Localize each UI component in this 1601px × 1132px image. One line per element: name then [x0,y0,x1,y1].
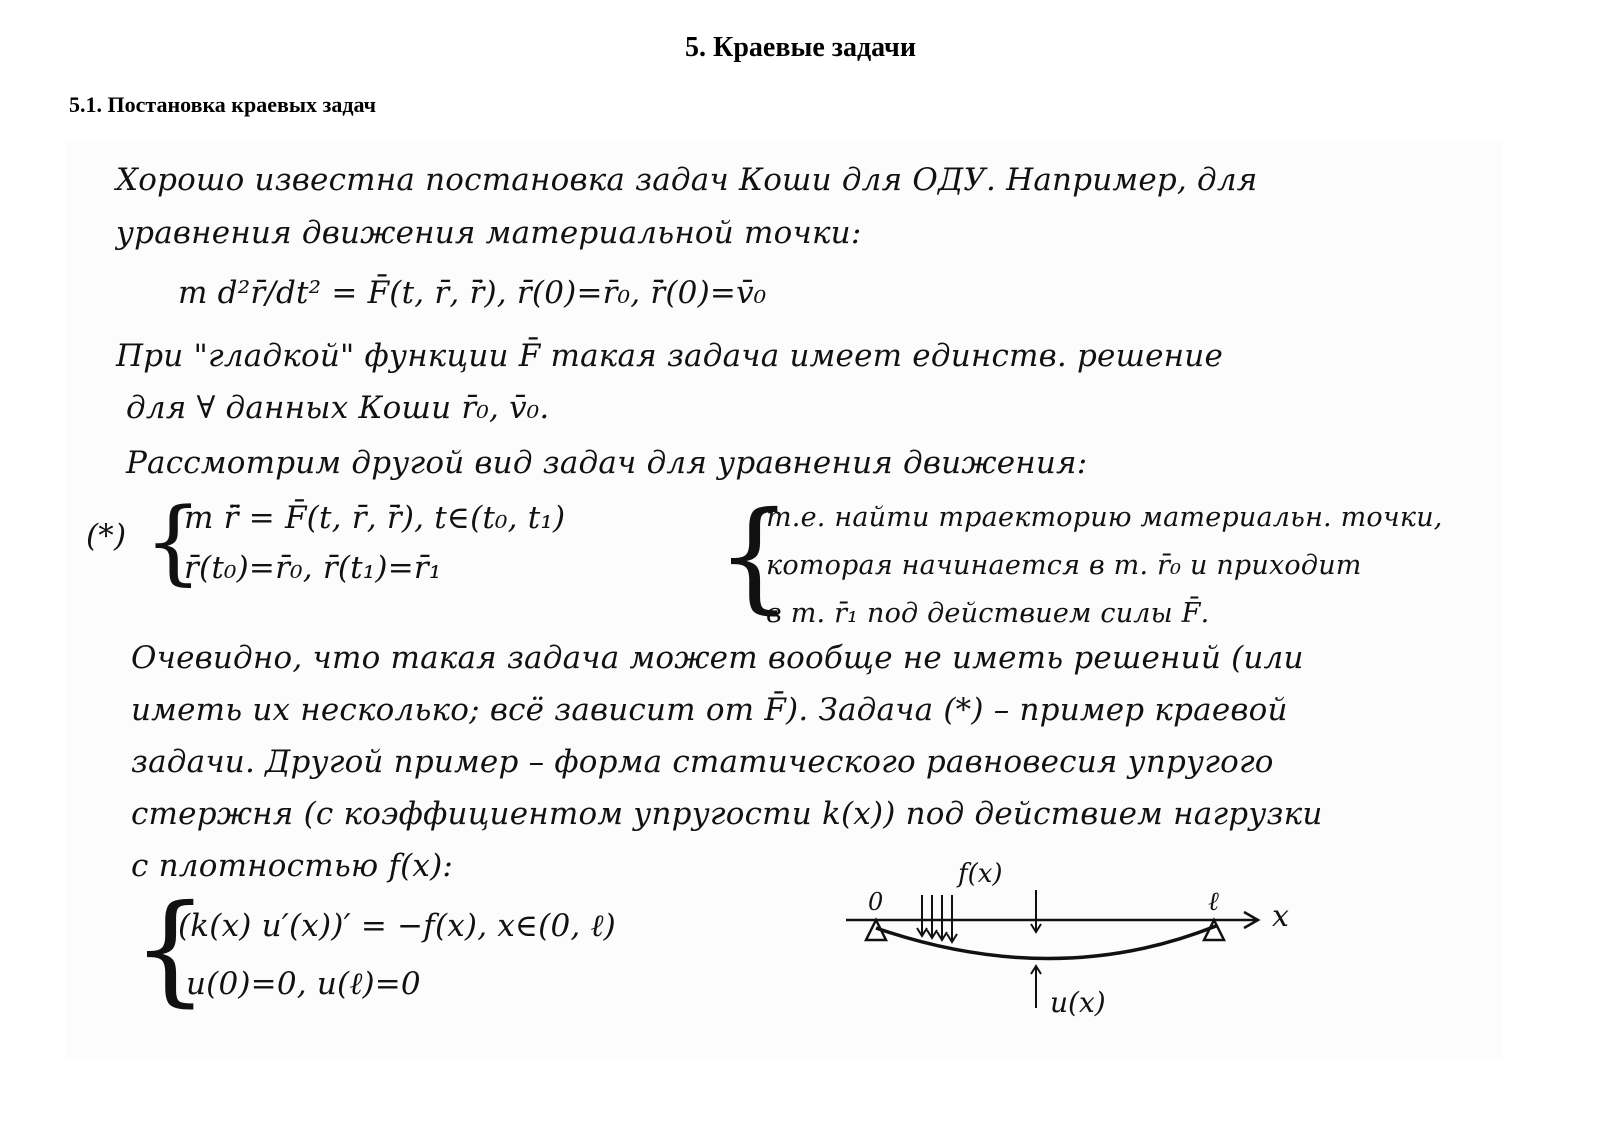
displacement-arrow-icon [1031,966,1041,1008]
notes-line-4: для ∀ данных Коши r̄₀, v̄₀. [126,390,550,426]
x-axis-label: x [1272,899,1289,934]
note-line-2: которая начинается в т. r̄₀ и приходит [766,550,1362,581]
note-line-3: в т. r̄₁ под действием силы F̄. [766,598,1210,629]
left-brace-icon: { [716,487,793,626]
notes-line-1: Хорошо известна постановка задач Коши для ОДУ. Например, для [116,162,1258,198]
equation-rod-a: (k(x) u′(x))′ = −f(x), x∈(0, ℓ) [178,908,616,944]
note-line-1: т.е. найти траекторию материальн. точки, [766,502,1443,533]
notes-line-5: Рассмотрим другой вид задач для уравнения движения: [126,445,1088,481]
notes-line-6: Очевидно, что такая задача может вообще не иметь решений (или [131,640,1304,676]
page-title: 5. Краевые задачи [685,32,916,63]
notes-line-8: задачи. Другой пример – форма статического равновесия упругого [131,744,1274,780]
load-arrows-icon [917,890,1041,942]
displacement-label: u(x) [1050,986,1106,1019]
equation-boundary-b: r̄(t₀)=r̄₀, r̄(t₁)=r̄₁ [184,550,442,586]
notes-line-10: с плотностью f(x): [131,848,454,884]
load-label: f(x) [958,859,1003,889]
left-brace-icon: { [132,880,209,1019]
origin-label: 0 [868,888,884,916]
notes-line-9: стержня (с коэффициентом упругости k(x)) под действием нагрузки [131,796,1323,832]
section-title: 5.1. Постановка краевых задач [69,92,377,117]
handwritten-notes [66,140,1502,1060]
length-label: ℓ [1208,887,1219,917]
notes-line-3: При "гладкой" функции F̄ такая задача имеет единств. решение [116,338,1224,374]
beam-diagram [836,840,1396,1040]
equation-boundary-a: m r̄̈ = F̄(t, r̄, ṙ̄), t∈(t₀, t₁) [184,500,566,536]
notes-line-2: уравнения движения материальной точки: [116,215,862,251]
equation-star-label: (*) [86,518,127,554]
equation-rod-b: u(0)=0, u(ℓ)=0 [186,966,421,1002]
left-brace-icon: { [144,488,203,595]
notes-line-7: иметь их несколько; всё зависит от F̄). Задача (*) – пример краевой [131,692,1288,728]
equation-cauchy: m d²r̄/dt² = F̄(t, r̄, ṙ̄), r̄(0)=r̄₀, ṙ̄(0)=v̄₀ [178,275,767,311]
